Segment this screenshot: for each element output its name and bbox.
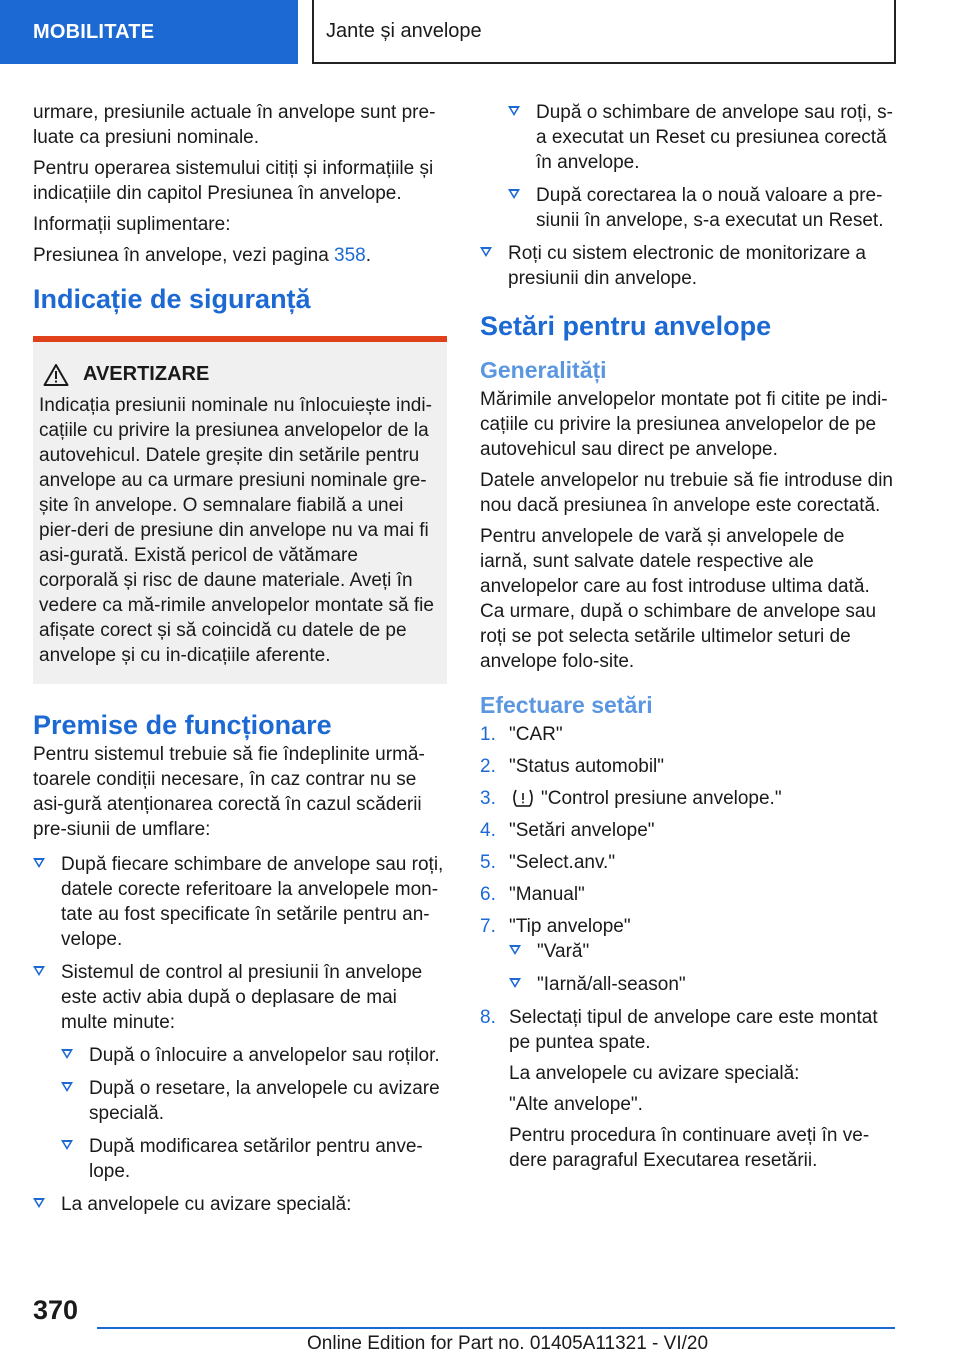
- sub-list: [61, 1043, 447, 1184]
- step-item: [480, 914, 896, 997]
- paragraph: "Alte anvelope".: [509, 1094, 643, 1115]
- step-item: [480, 818, 896, 843]
- section-title: MOBILITATE: [33, 20, 155, 43]
- step-text: "Tip anvelope": [509, 916, 631, 937]
- chapter-title: Jante și anvelope: [326, 19, 482, 42]
- list-item: [33, 852, 447, 952]
- triangle-bullet-icon: [508, 106, 520, 116]
- list-item-text: Roți cu sistem electronic de monitorizare a presiunii din anvelope.: [508, 243, 866, 289]
- step-number: 8.: [480, 1007, 496, 1028]
- list-item-text: După corectarea la o nouă valoare a pre-siunii în anvelope, s-a executat un Reset.: [536, 185, 884, 231]
- list-item-text: După fiecare schimbare de anvelope sau roți, datele corecte referitoare la anvelopele mon-tate au fost specificate în setările pentru an-velope.: [61, 854, 444, 950]
- step-number: 6.: [480, 884, 496, 905]
- warning-title: AVERTIZARE: [83, 363, 210, 385]
- step-number: 1.: [480, 724, 496, 745]
- triangle-bullet-icon: [509, 945, 521, 955]
- warning-triangle-icon: [43, 363, 69, 387]
- chapter-header: [312, 0, 896, 64]
- heading-settings: Setări pentru anvelope: [480, 311, 772, 341]
- sub-list: [509, 939, 896, 997]
- step-item: [480, 882, 896, 907]
- steps-list: [480, 722, 896, 1173]
- list-item-text: După o înlocuire a anvelopelor sau roților.: [89, 1045, 440, 1066]
- right-column: [480, 100, 896, 1180]
- heading-safety: Indicație de siguranță: [33, 284, 311, 314]
- step-item: [480, 850, 896, 875]
- paragraph: Pentru operarea sistemului citiți și informațiile și indicațiile din capitol Presiunea în anvelope.: [33, 158, 434, 204]
- list-item-text: După modificarea setărilor pentru anve-lope.: [89, 1136, 423, 1182]
- step-number: 5.: [480, 852, 496, 873]
- list-item: [61, 1043, 447, 1068]
- step-text: "Status automobil": [509, 756, 665, 777]
- triangle-bullet-icon: [33, 966, 45, 976]
- reference-text: Presiunea în anvelope, vezi pagina: [33, 245, 335, 266]
- paragraph: Pentru anvelopele de vară și anvelopele de iarnă, sunt salvate datele respective ale anvelopelor care au fost introduse ultima dată. Ca urmare, după o schimbare de anvelope sau roți se pot selecta setările ultimelor seturi de anvelope folo-site.: [480, 526, 877, 672]
- list-item: [33, 1192, 447, 1217]
- list-item: [509, 972, 896, 997]
- paragraph: [33, 243, 447, 268]
- list-item: [61, 1134, 447, 1184]
- list-item-text: "Vară": [537, 941, 590, 962]
- list-item-text: "Iarnă/all-season": [537, 974, 686, 995]
- list-item-text: Sistemul de control al presiunii în anvelope este activ abia după o deplasare de mai multe minute:: [61, 962, 423, 1033]
- page-number: 370: [33, 1295, 79, 1325]
- paragraph: Datele anvelopelor nu trebuie să fie introduse din nou dacă presiunea în anvelope este corectată.: [480, 470, 893, 516]
- heading-general: Generalități: [480, 357, 607, 383]
- footer-divider: [97, 1327, 895, 1329]
- heading-steps: Efectuare setări: [480, 692, 653, 718]
- tire-pressure-warning-icon: [511, 788, 535, 808]
- triangle-bullet-icon: [33, 858, 45, 868]
- list-item: [61, 1076, 447, 1126]
- list-item: [509, 939, 896, 964]
- list-item-text: După o resetare, la anvelopele cu avizare specială.: [89, 1078, 440, 1124]
- page-link[interactable]: 358: [334, 245, 366, 266]
- paragraph: Pentru sistemul trebuie să fie îndeplinite urmă-toarele condiții necesare, în caz contrar nu se asi-gură atenționarea corectă în cazul scăderii pre-siunii de umflare:: [33, 744, 425, 840]
- section-tab: [0, 0, 298, 64]
- step-text: "Setări anvelope": [509, 820, 655, 841]
- list-item: [508, 183, 896, 233]
- step-item: [480, 1005, 896, 1173]
- triangle-bullet-icon: [480, 247, 492, 257]
- triangle-bullet-icon: [33, 1198, 45, 1208]
- premise-list: [33, 852, 447, 1217]
- paragraph: La anvelopele cu avizare specială:: [509, 1063, 800, 1084]
- triangle-bullet-icon: [61, 1049, 73, 1059]
- paragraph: urmare, presiunile actuale în anvelope sunt pre-luate ca presiuni nominale.: [33, 102, 436, 148]
- step-text: "Control presiune anvelope.": [541, 788, 782, 809]
- warning-header: [39, 362, 441, 387]
- paragraph: Informații suplimentare:: [33, 214, 231, 235]
- triangle-bullet-icon: [61, 1082, 73, 1092]
- triangle-bullet-icon: [508, 189, 520, 199]
- heading-premise: Premise de funcționare: [33, 710, 332, 740]
- list-item: [33, 960, 447, 1184]
- paragraph: Pentru procedura în continuare aveți în ve-dere paragraful Executarea resetării.: [509, 1125, 870, 1171]
- list-item-text: La anvelopele cu avizare specială:: [61, 1194, 352, 1215]
- step-number: 3.: [480, 788, 496, 809]
- step-text: "Manual": [509, 884, 585, 905]
- step-text: "Select.anv.": [509, 852, 616, 873]
- warning-box: [33, 336, 447, 684]
- list-item-text: După o schimbare de anvelope sau roți, s-a executat un Reset cu presiunea corectă în anvelope.: [536, 102, 893, 173]
- premise-list-continued: [480, 241, 896, 291]
- step-item: [480, 754, 896, 779]
- left-column: [33, 100, 447, 1225]
- warning-body: Indicația presiunii nominale nu înlocuiește indi-cațiile cu privire la presiunea anvelopelor de la autovehicul. Datele greșite din setările pentru anvelope au ca urmare presiuni nominale gre-șite în anvelope. O semnalare fiabilă a unei pier-deri de presiune din anvelope nu va mai fi asi-gurată. Există pericol de vătămare corporală și risc de daune materiale. Aveți în vedere ca mă-rimile anvelopelor montate să fie afișate corect și să coincidă cu datele de pe anvelope și cu in-dicațiile aferente.: [39, 395, 434, 666]
- step-number: 4.: [480, 820, 496, 841]
- list-item: [508, 100, 896, 175]
- list-item: [480, 241, 896, 291]
- step-number: 7.: [480, 916, 496, 937]
- step-number: 2.: [480, 756, 496, 777]
- step-text: "CAR": [509, 724, 563, 745]
- triangle-bullet-icon: [61, 1140, 73, 1150]
- step-text: Selectați tipul de anvelope care este montat pe puntea spate.: [509, 1007, 878, 1053]
- paragraph: Mărimile anvelopelor montate pot fi citite pe indi-cațiile cu privire la presiunea anvelopelor de pe autovehicul sau direct pe anvelope.: [480, 389, 888, 460]
- triangle-bullet-icon: [509, 978, 521, 988]
- punctuation: .: [365, 245, 372, 266]
- step-item: [480, 722, 896, 747]
- step-item: [480, 786, 896, 811]
- sub-list-continued: [508, 100, 896, 233]
- edition-label: Online Edition for Part no. 01405A11321 - VI/20: [307, 1333, 709, 1354]
